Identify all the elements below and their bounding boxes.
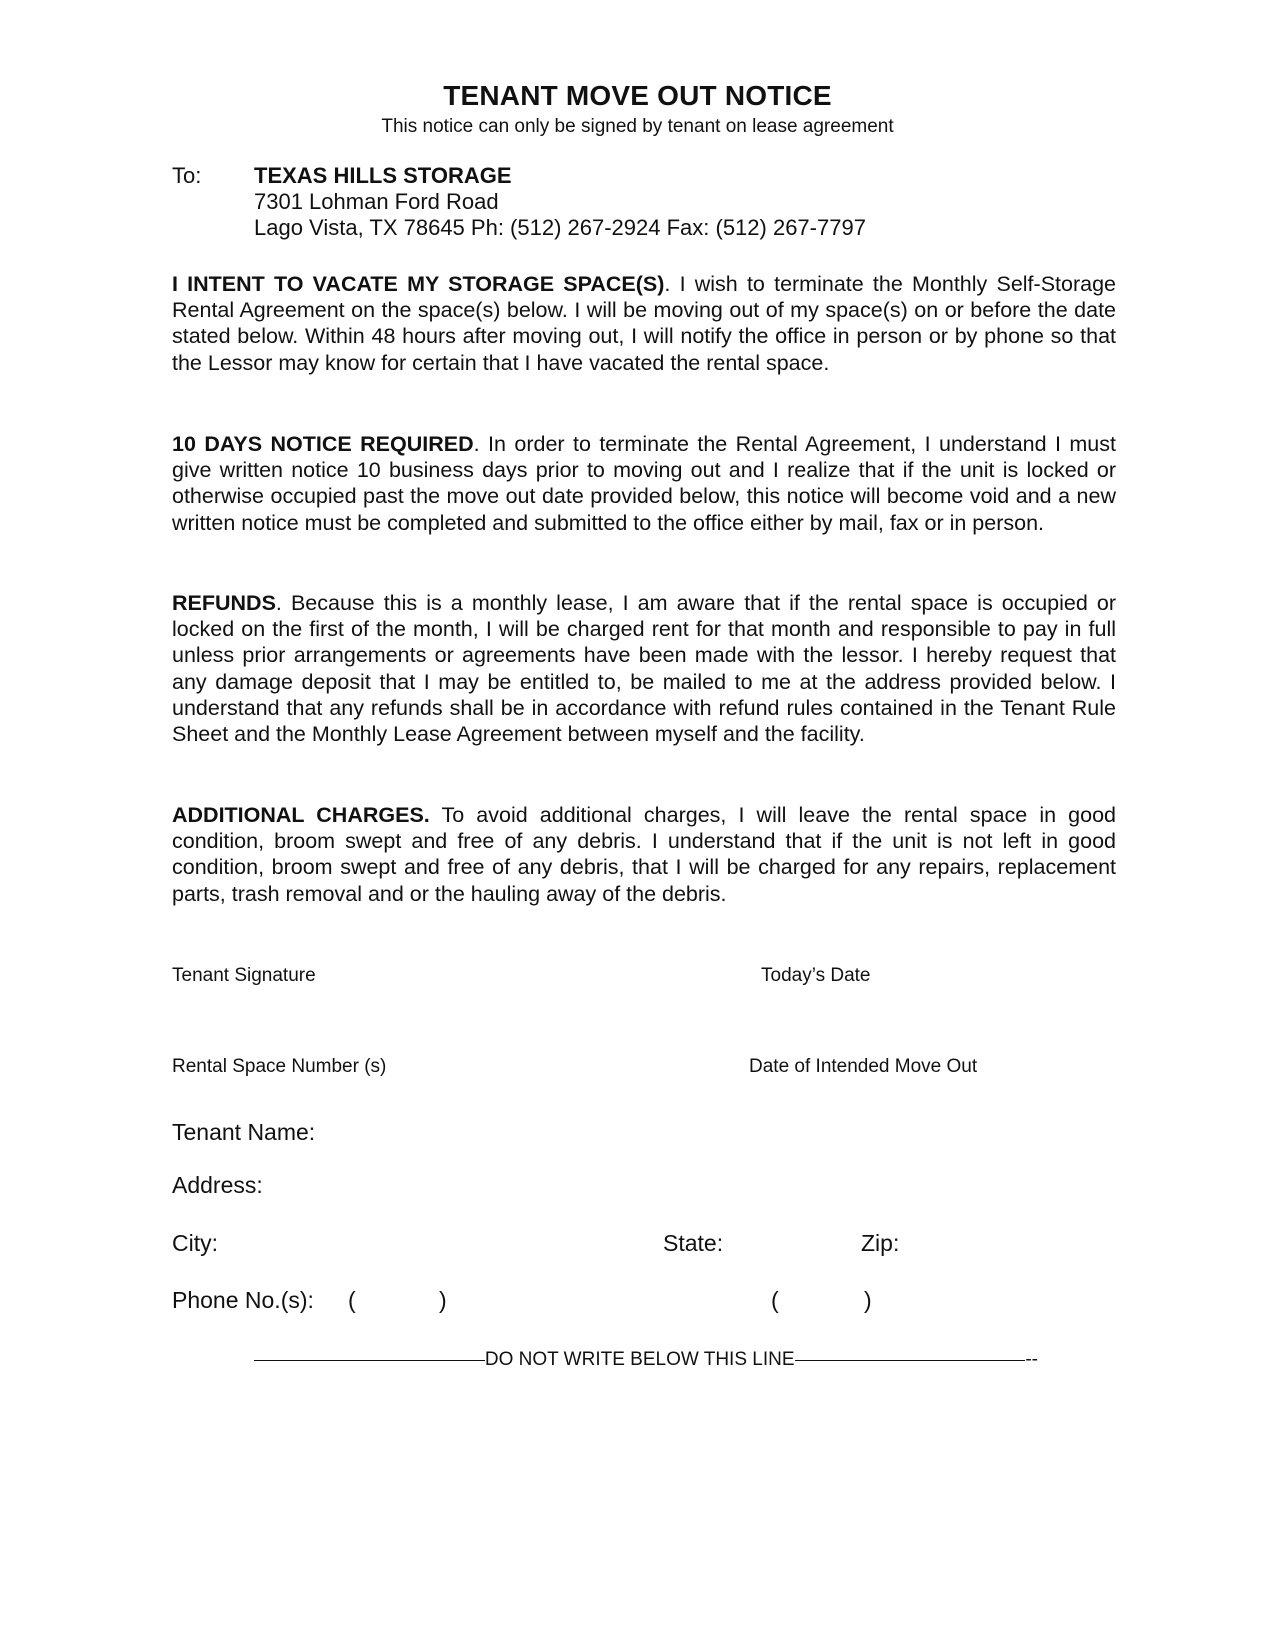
recipient-street: 7301 Lohman Ford Road [254, 189, 499, 214]
recipient-address [254, 163, 1154, 241]
city-label: City: [172, 1230, 218, 1256]
notice-body: . In order to terminate the Rental Agreement, I understand I must give written notice 10 business days prior to moving out and I realize that if the unit is locked or otherwise occupied past the move out date provided below, this notice will become void and a new written notice must be completed and submitted to the office either by mail, fax or in person. [172, 432, 1116, 535]
todays-date-label: Today’s Date [761, 965, 871, 986]
intent-paragraph [172, 271, 1116, 376]
recipient-label: To: [172, 163, 202, 188]
phone1-paren-close: ) [439, 1287, 447, 1313]
phone2-paren-open: ( [771, 1287, 779, 1313]
divider-rule-right [795, 1360, 1026, 1361]
page-title: TENANT MOVE OUT NOTICE [443, 80, 832, 111]
refunds-heading: REFUNDS [172, 591, 276, 615]
phone-label: Phone No.(s): [172, 1287, 314, 1313]
zip-label: Zip: [861, 1230, 900, 1256]
charges-body: To avoid additional charges, I will leave the rental space in good condition, broom swept and free of any debris. I understand that if the unit is not left in good condition, broom swept and free of any debris, that I will be charged for any repairs, replacement parts, trash removal and or the hauling away of the debris. [172, 803, 1116, 906]
divider-text: DO NOT WRITE BELOW THIS LINE [484, 1349, 795, 1370]
state-label: State: [663, 1230, 724, 1256]
divider-tail: -- [1025, 1349, 1039, 1370]
notice-paragraph [172, 431, 1116, 536]
rental-space-number-label: Rental Space Number (s) [172, 1056, 387, 1077]
charges-heading: ADDITIONAL CHARGES. [172, 803, 430, 827]
date-move-out-label: Date of Intended Move Out [749, 1056, 978, 1077]
refunds-paragraph [172, 590, 1116, 747]
refunds-body: . Because this is a monthly lease, I am aware that if the rental space is occupied or locked on the first of the month, I will be charged rent for that month and responsible to pay in full unless prior arrangements or agreements have been made with the lessor. I hereby request that any damage deposit that I may be entitled to, be mailed to me at the address provided below. I understand that any refunds shall be in accordance with refund rules contained in the Tenant Rule Sheet and the Monthly Lease Agreement between myself and the facility. [172, 591, 1116, 747]
recipient-name: TEXAS HILLS STORAGE [254, 163, 512, 188]
divider-rule-left [254, 1360, 485, 1361]
do-not-write-divider [254, 1348, 1038, 1372]
intent-body: . I wish to terminate the Monthly Self-Storage Rental Agreement on the space(s) below. I will be moving out of my space(s) on or before the date stated below. Within 48 hours after moving out, I will notify the office in person or by phone so that the Lessor may know for certain that I have vacated the rental space. [172, 272, 1116, 375]
tenant-name-label: Tenant Name: [172, 1119, 316, 1145]
phone1-paren-open: ( [348, 1287, 356, 1313]
intent-heading: I INTENT TO VACATE MY STORAGE SPACE(S) [172, 272, 665, 296]
page-subtitle: This notice can only be signed by tenant on lease agreement [381, 116, 894, 137]
tenant-signature-label: Tenant Signature [172, 965, 316, 986]
charges-paragraph [172, 802, 1116, 907]
notice-heading: 10 DAYS NOTICE REQUIRED [172, 432, 474, 456]
phone2-paren-close: ) [864, 1287, 872, 1313]
recipient-city-contact: Lago Vista, TX 78645 Ph: (512) 267-2924 Fax: (512) 267-7797 [254, 215, 866, 240]
address-label: Address: [172, 1172, 263, 1198]
